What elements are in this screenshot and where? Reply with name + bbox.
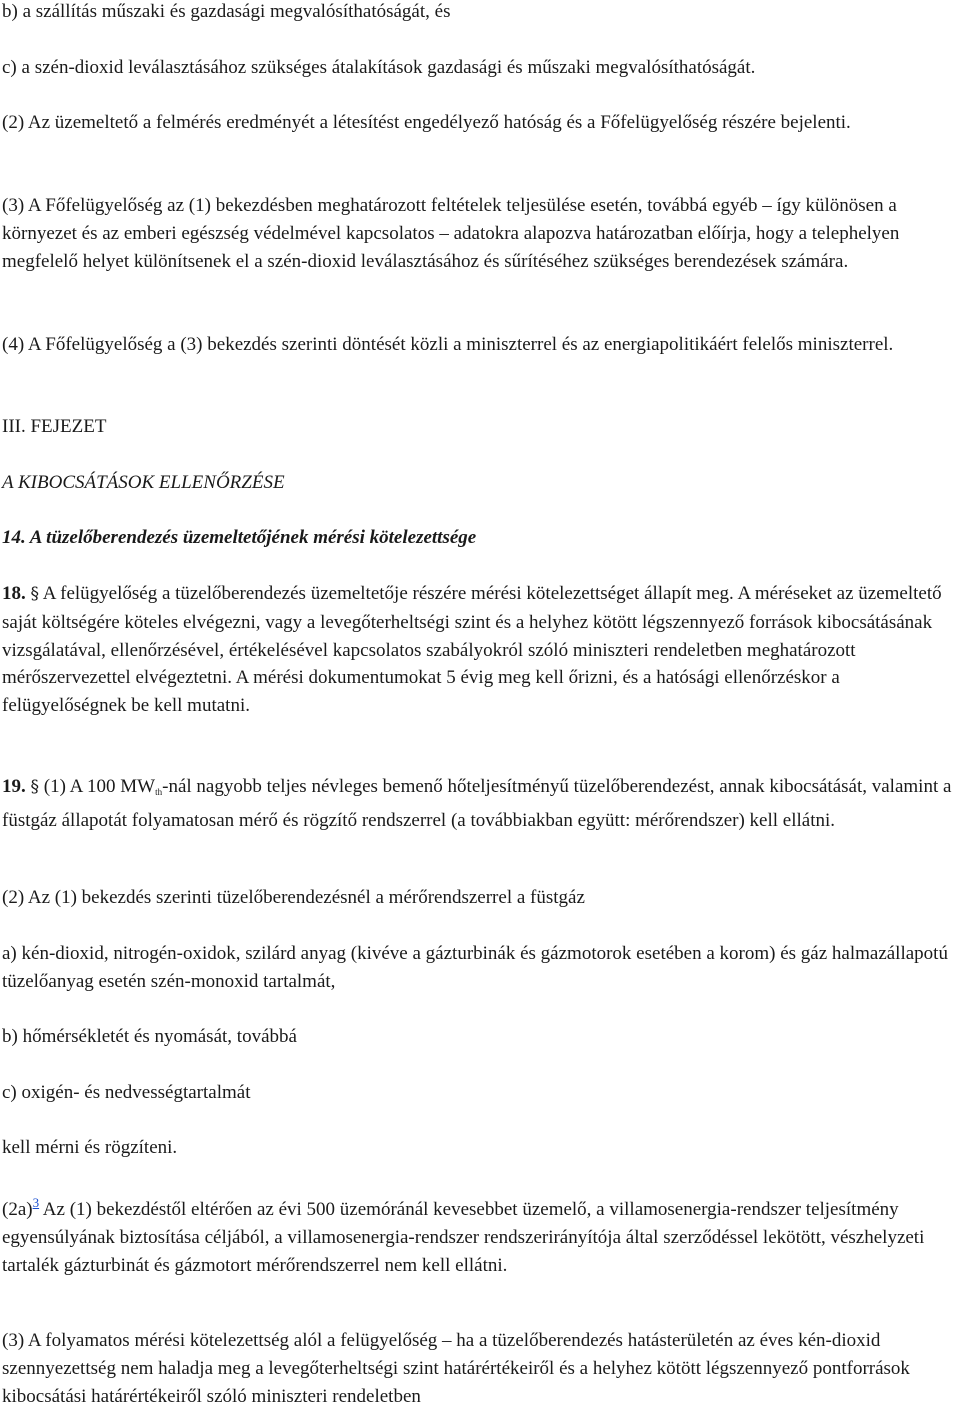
section-18-number: 18.: [2, 583, 26, 604]
chapter-heading: III. FEJEZET: [2, 416, 107, 437]
paragraph-1b: b) a szállítás műszaki és gazdasági megvalósíthatóságát, és: [2, 1, 451, 22]
section-18: [2, 580, 958, 720]
paragraph-2: (2) Az üzemeltető a felmérés eredményét a létesítést engedélyező hatóság és a Főfelügyelőség részére bejelenti.: [2, 112, 851, 133]
section-heading: 14. A tüzelőberendezés üzemeltetőjének mérési kötelezettsége: [2, 527, 477, 548]
section-sign: §: [30, 777, 39, 797]
section-19-number: 19.: [2, 776, 26, 797]
paragraph-4: (4) A Főfelügyelőség a (3) bekezdés szerinti döntését közli a miniszterrel és az energiapolitikáért felelős miniszterrel.: [2, 334, 894, 355]
paragraph-3: (3) A Főfelügyelőség az (1) bekezdésben meghatározott feltételek teljesülése esetén, továbbá egyéb – így különösen a környezet és az emberi egészség védelmével kapcsolatos – adatokra alapozva határozatban előírja, hogy a telephelyen megfelelő helyet különítsenek el a szén-dioxid leválasztásához és sűrítéséhez szükséges berendezések számára.: [2, 195, 900, 272]
paragraph-2a-text: Az (1) bekezdéstől eltérően az évi 500 üzemóránál kevesebbet üzemelő, a villamosenergia-rendszer teljesítmény egyensúlyának biztosítása céljából, a villamosenergia-rendszer rendszerirányítója által szerződéssel lekötött, vészhelyzeti tartalék gázturbinát és gázmotort mérőrendszerrel nem kell ellátni.: [2, 1199, 925, 1276]
section-19: [2, 773, 958, 835]
list-closing: kell mérni és rögzíteni.: [2, 1137, 178, 1158]
section-sign: §: [30, 584, 39, 604]
paragraph-1c: c) a szén-dioxid leválasztásához szükséges átalakítások gazdasági és műszaki megvalósíthatóságát.: [2, 57, 756, 78]
paragraph-19-2: (2) Az (1) bekezdés szerinti tüzelőberendezésnél a mérőrendszerrel a füstgáz: [2, 887, 585, 908]
chapter-title: A KIBOCSÁTÁSOK ELLENŐRZÉSE: [2, 472, 285, 493]
paragraph-2a: [2, 1189, 958, 1279]
paragraph-19-3: (3) A folyamatos mérési kötelezettség alól a felügyelőség – ha a tüzelőberendezés hatásterületén az éves kén-dioxid szennyezettség nem haladja meg a levegőterheltségi szint határértékeiről és a helyhez kötött légszennyező pontforrások kibocsátási határértékeiről szóló miniszteri rendeletben: [2, 1330, 910, 1407]
list-item-b: b) hőmérsékletét és nyomását, továbbá: [2, 1026, 297, 1047]
section-18-text: A felügyelőség a tüzelőberendezés üzemeltetője részére mérési kötelezettséget állapít meg. A méréseket az üzemeltető saját költségére köteles elvégezni, vagy a levegőterheltségi szint és a helyhez kötött légszennyező források kibocsátásának vizsgálatával, ellenőrzésével, értékelésével kapcsolatos szabályokról szóló miniszteri rendeletben meghatározott mérőszervezettel elvégeztetni. A mérési dokumentumokat 5 évig meg kell őrizni, és a hatósági ellenőrzéskor a felügyelőségnek be kell mutatni.: [2, 583, 942, 717]
unit-subscript: th: [155, 787, 163, 797]
section-19-text-pre: (1) A 100 MW: [39, 776, 156, 797]
list-item-c: c) oxigén- és nedvességtartalmát: [2, 1082, 251, 1103]
footnote-link[interactable]: 3: [32, 1195, 40, 1210]
list-item-a: a) kén-dioxid, nitrogén-oxidok, szilárd anyag (kivéve a gázturbinák és gázmotorok esetében a korom) és gáz halmazállapotú tüzelőanyag esetén szén-monoxid tartalmát,: [2, 943, 948, 992]
paragraph-2a-label: (2a): [2, 1199, 33, 1220]
section-19-text-post: -nál nagyobb teljes névleges bemenő hőteljesítményű tüzelőberendezést, annak kibocsátását, valamint a füstgáz állapotát folyamatosan mérő és rögzítő rendszerrel (a továbbiakban együtt: mérőrendszer) kell ellátni.: [2, 776, 952, 831]
